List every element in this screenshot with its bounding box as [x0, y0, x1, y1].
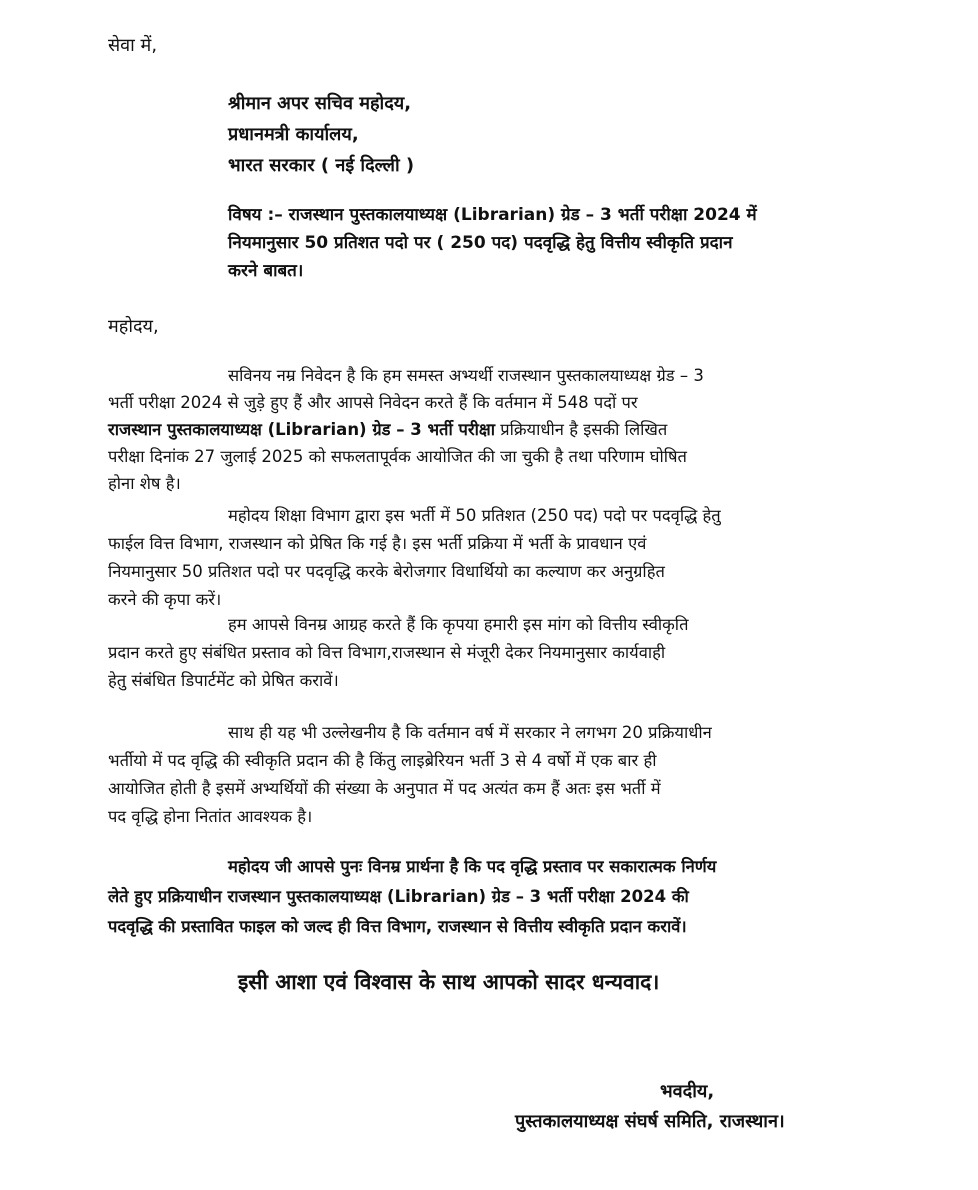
paragraph-line: भर्तीयो में पद वृद्धि की स्वीकृति प्रदान की है किंतु लाइब्रेरियन भर्ती 3 से 4 वर्षो में एक बार ही [108, 751, 657, 770]
paragraph-line: साथ ही यह भी उल्लेखनीय है कि वर्तमान वर्ष में सरकार ने लगभग 20 प्रक्रियाधीन [228, 723, 712, 742]
exam-name-bold: राजस्थान पुस्तकालयाध्यक्ष (Librarian) ग्रेड – 3 भर्ती परीक्षा [108, 420, 495, 439]
paragraph-line: हेतु संबंधित डिपार्टमेंट को प्रेषित करावें। [108, 671, 339, 690]
recipient-address [228, 88, 414, 181]
paragraph-line: सविनय नम्र निवेदन है कि हम समस्त अभ्यर्थी राजस्थान पुस्तकालयाध्यक्ष ग्रेड – 3 [228, 366, 704, 385]
signoff [660, 1078, 714, 1105]
signoff-text: भवदीय, [660, 1081, 715, 1102]
paragraph-line: महोदय जी आपसे पुनः विनम्र प्रार्थना है कि पद वृद्धि प्रस्ताव पर सकारात्मक निर्णय [228, 857, 717, 876]
salutation-to-text: सेवा में, [108, 35, 158, 56]
subject-line: नियमानुसार 50 प्रतिशत पदो पर ( 250 पद) पदवृद्धि हेतु वित्तीय स्वीकृति प्रदान [228, 233, 733, 253]
paragraph-line: लेते हुए प्रक्रियाधीन राजस्थान पुस्तकालयाध्यक्ष (Librarian) ग्रेड – 3 भर्ती परीक्षा 2024 की [108, 887, 689, 906]
paragraph-line: हम आपसे विनम्र आग्रह करते हैं कि कृपया हमारी इस मांग को वित्तीय स्वीकृति [228, 615, 689, 634]
paragraph-line: होना शेष है। [108, 474, 181, 493]
paragraph-2 [108, 502, 908, 614]
closing-line [238, 968, 659, 996]
paragraph-line-rest: प्रक्रियाधीन है इसकी लिखित [494, 420, 668, 439]
paragraph-line: परीक्षा दिनांक 27 जुलाई 2025 को सफलतापूर्वक आयोजित की जा चुकी है तथा परिणाम घोषित [108, 447, 687, 466]
paragraph-line: प्रदान करते हुए संबंधित प्रस्ताव को वित्त विभाग,राजस्थान से मंजूरी देकर नियमानुसार कार्यवाही [108, 643, 666, 662]
paragraph-line: आयोजित होती है इसमें अभ्यर्थियों की संख्या के अनुपात में पद अत्यंत कम हैं अतः इस भर्ती में [108, 779, 661, 798]
paragraph-4 [108, 719, 908, 831]
paragraph-line: पदवृद्धि की प्रस्तावित फाइल को जल्द ही वित्त विभाग, राजस्थान से वित्तीय स्वीकृति प्रदान करावें। [108, 917, 687, 936]
subject-line: विषय :– राजस्थान पुस्तकालयाध्यक्ष (Librarian) ग्रेड – 3 भर्ती परीक्षा 2024 में [228, 205, 757, 225]
salutation-to [108, 32, 157, 59]
subject-block [228, 201, 900, 285]
greeting [108, 313, 159, 340]
paragraph-line: करने की कृपा करें। [108, 590, 222, 609]
paragraph-line: फाईल वित्त विभाग, राजस्थान को प्रेषित कि गई है। इस भर्ती प्रक्रिया में भर्ती के प्रावधान एवं [108, 534, 647, 553]
recipient-line: श्रीमान अपर सचिव महोदय, [228, 93, 412, 114]
paragraph-1 [108, 362, 908, 497]
recipient-line: भारत सरकार ( नई दिल्ली ) [228, 155, 415, 176]
signatory [515, 1108, 785, 1135]
paragraph-line-mixed [108, 416, 908, 443]
paragraph-3 [108, 611, 908, 695]
recipient-line: प्रधानमत्री कार्यालय, [228, 124, 359, 145]
signatory-text: पुस्तकालयाध्यक्ष संघर्ष समिति, राजस्थान। [515, 1111, 785, 1132]
subject-line: करने बाबत। [228, 261, 304, 281]
paragraph-5 [108, 852, 918, 942]
paragraph-line: पद वृद्धि होना नितांत आवश्यक है। [108, 807, 313, 826]
greeting-text: महोदय, [108, 316, 159, 337]
paragraph-line: भर्ती परीक्षा 2024 से जुड़े हुए हैं और आपसे निवेदन करते हैं कि वर्तमान में 548 पदों पर [108, 393, 638, 412]
paragraph-line: नियमानुसार 50 प्रतिशत पदो पर पदवृद्धि करके बेरोजगार विधार्थियो का कल्याण कर अनुग्रहित [108, 562, 665, 581]
paragraph-line: महोदय शिक्षा विभाग द्वारा इस भर्ती में 50 प्रतिशत (250 पद) पदो पर पदवृद्धि हेतु [228, 506, 721, 525]
closing-line-text: इसी आशा एवं विश्वास के साथ आपको सादर धन्यवाद। [238, 970, 660, 994]
